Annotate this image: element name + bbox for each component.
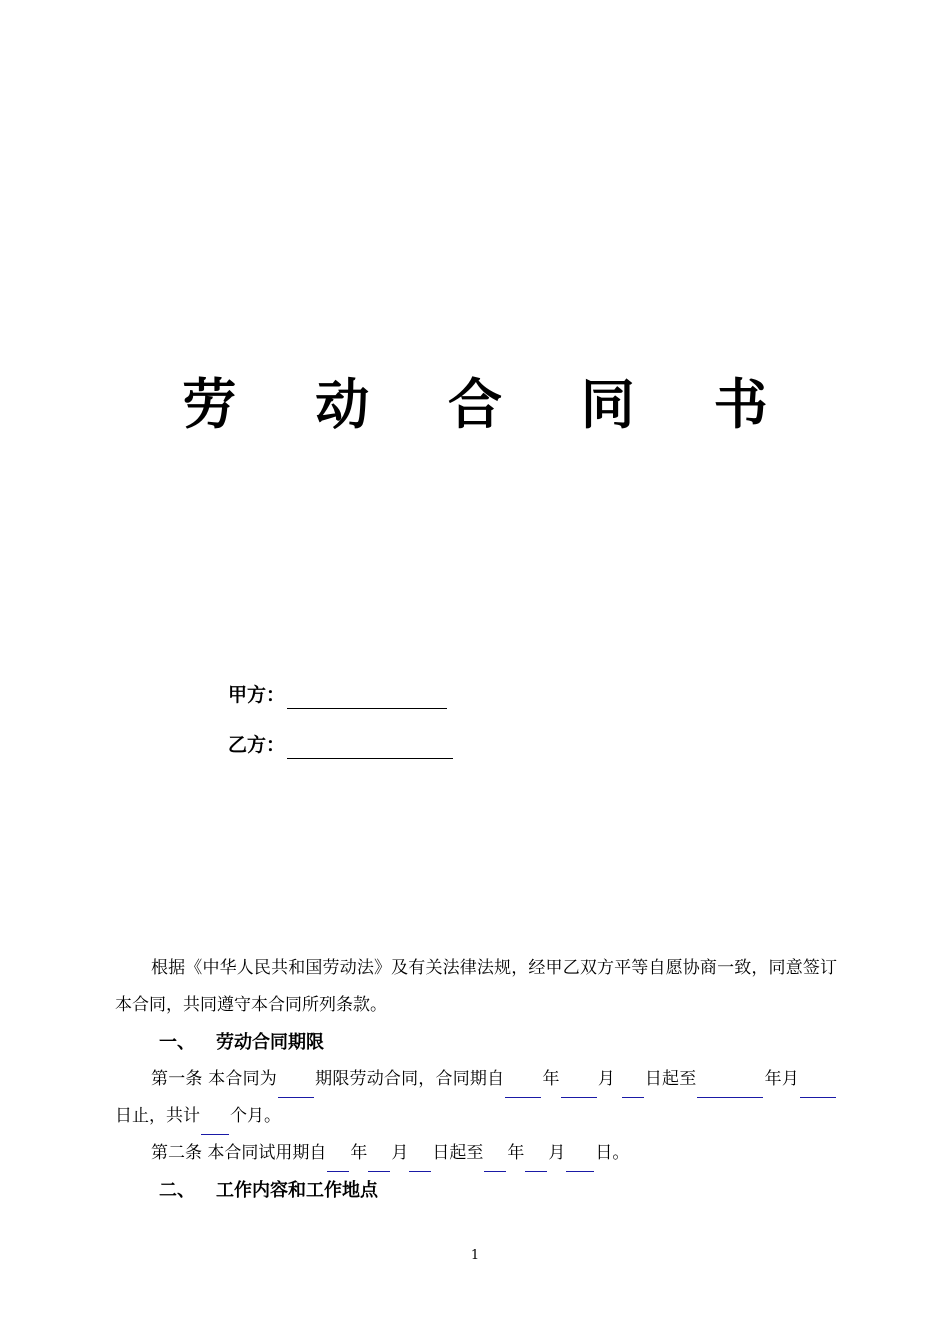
preamble-paragraph: 根据《中华人民共和国劳动法》及有关法律法规，经甲乙双方平等自愿协商一致，同意签订本合同，共同遵守本合同所列条款。 — [115, 958, 837, 1015]
article-text: 年 — [350, 1143, 368, 1163]
party-a-label: 甲方： — [228, 684, 286, 706]
blank-line — [484, 1151, 506, 1172]
party-a-blank — [287, 686, 447, 709]
article-text: 年月 — [764, 1069, 800, 1089]
blank-line — [409, 1151, 431, 1172]
article-2-paragraph — [115, 1135, 837, 1172]
article-text: 月 — [597, 1069, 621, 1089]
blank-line — [561, 1077, 597, 1098]
article-text: 年 — [507, 1143, 525, 1163]
section-number: 一、 — [159, 1032, 195, 1053]
party-b-blank — [287, 736, 453, 759]
blank-line — [201, 1114, 229, 1135]
section-number: 二、 — [159, 1180, 195, 1201]
section-title: 工作内容和工作地点 — [216, 1180, 378, 1201]
party-b-label: 乙方： — [228, 734, 286, 756]
blank-line — [622, 1077, 644, 1098]
contract-body — [115, 950, 837, 1209]
blank-line — [505, 1077, 541, 1098]
article-text: 日止，共计 — [115, 1106, 200, 1126]
blank-line — [368, 1151, 390, 1172]
article-text: 个月。 — [230, 1106, 281, 1126]
article-text: 日起至 — [644, 1069, 697, 1089]
article-text: 第一条 本合同为 — [151, 1069, 277, 1089]
article-text: 月 — [548, 1143, 566, 1163]
blank-line — [697, 1077, 763, 1098]
article-text: 日起至 — [432, 1143, 484, 1163]
party-b-field — [228, 731, 453, 759]
document-title: 劳 动 合 同 书 — [182, 373, 798, 436]
blank-line — [566, 1151, 594, 1172]
party-a-field — [228, 681, 447, 709]
section-heading-2 — [115, 1172, 837, 1209]
page-number: 1 — [470, 1248, 480, 1263]
article-text: 日。 — [595, 1143, 630, 1163]
section-heading-1 — [115, 1024, 837, 1061]
blank-line — [327, 1151, 349, 1172]
blank-line — [525, 1151, 547, 1172]
section-title: 劳动合同期限 — [216, 1032, 324, 1053]
article-text: 期限劳动合同，合同期自 — [314, 1069, 505, 1089]
blank-line — [278, 1077, 314, 1098]
article-text: 第二条 本合同试用期自 — [151, 1143, 327, 1163]
blank-line — [800, 1077, 836, 1098]
article-text: 月 — [391, 1143, 409, 1163]
article-1-paragraph — [115, 1061, 837, 1135]
article-text: 年 — [542, 1069, 560, 1089]
